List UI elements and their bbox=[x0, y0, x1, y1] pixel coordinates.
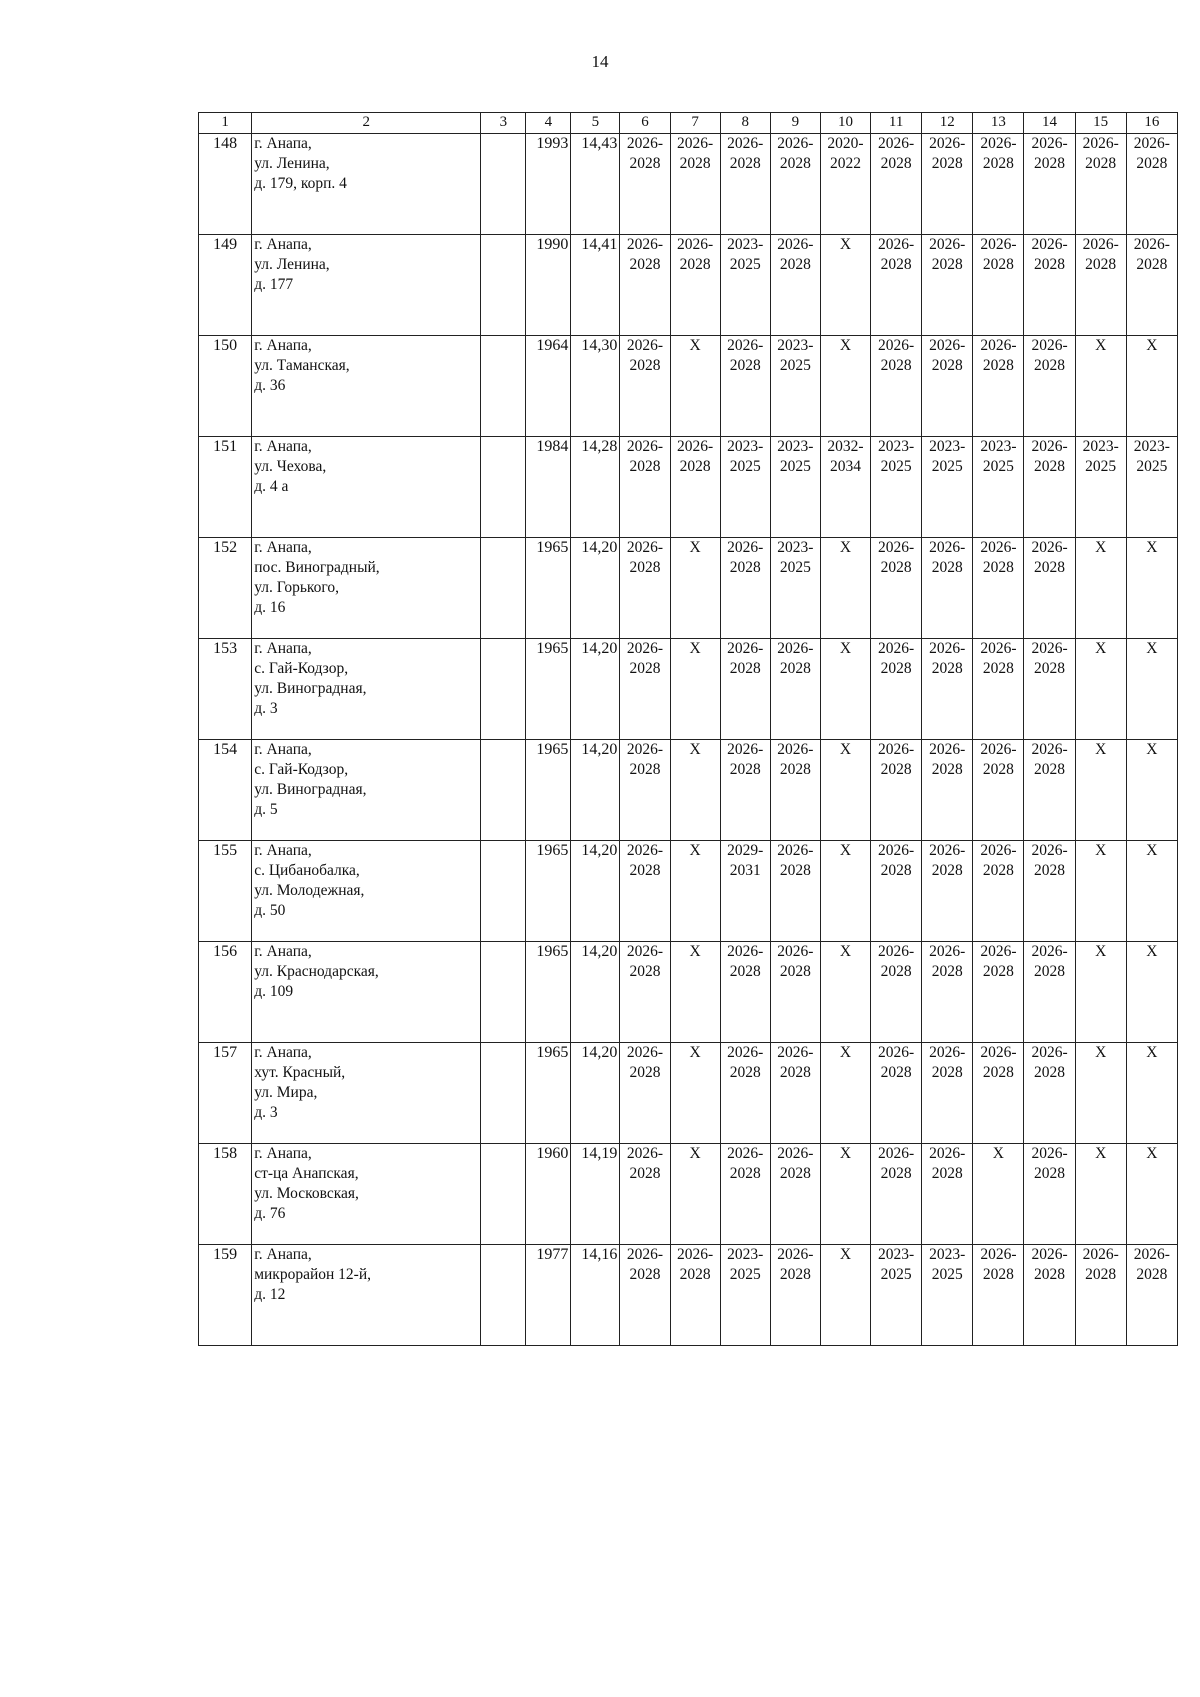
period-cell: Х bbox=[670, 336, 720, 437]
period-cell: 2026- 2028 bbox=[620, 639, 670, 740]
year-cell: 1965 bbox=[526, 841, 571, 942]
table-row bbox=[199, 1144, 1178, 1245]
period-cell: 2026- 2028 bbox=[1075, 1245, 1126, 1346]
column-header: 3 bbox=[481, 113, 526, 134]
period-cell: 2023- 2025 bbox=[871, 1245, 922, 1346]
header-row bbox=[199, 113, 1178, 134]
period-cell: Х bbox=[670, 942, 720, 1043]
period-cell: 2026- 2028 bbox=[770, 841, 820, 942]
period-cell: 2026- 2028 bbox=[670, 1245, 720, 1346]
period-cell: 2026- 2028 bbox=[1126, 1245, 1177, 1346]
period-cell: 2026- 2028 bbox=[1075, 235, 1126, 336]
column-3-cell bbox=[481, 1144, 526, 1245]
period-cell: 2026- 2028 bbox=[922, 841, 973, 942]
address-cell: г. Анапа, ул. Таманская, д. 36 bbox=[252, 336, 481, 437]
period-cell: Х bbox=[820, 1043, 870, 1144]
period-cell: 2026- 2028 bbox=[670, 235, 720, 336]
table-row bbox=[199, 740, 1178, 841]
period-cell: Х bbox=[820, 1245, 870, 1346]
period-cell: 2026- 2028 bbox=[1024, 1144, 1075, 1245]
column-header: 12 bbox=[922, 113, 973, 134]
period-cell: 2026- 2028 bbox=[1024, 235, 1075, 336]
row-number: 158 bbox=[199, 1144, 252, 1245]
row-number: 151 bbox=[199, 437, 252, 538]
address-cell: г. Анапа, ст-ца Анапская, ул. Московская, д. 76 bbox=[252, 1144, 481, 1245]
period-cell: 2026- 2028 bbox=[620, 437, 670, 538]
period-cell: 2026- 2028 bbox=[720, 538, 770, 639]
period-cell: 2026- 2028 bbox=[871, 336, 922, 437]
table-row bbox=[199, 235, 1178, 336]
period-cell: Х bbox=[820, 336, 870, 437]
column-header: 15 bbox=[1075, 113, 1126, 134]
period-cell: 2026- 2028 bbox=[1024, 437, 1075, 538]
column-3-cell bbox=[481, 134, 526, 235]
period-cell: 2026- 2028 bbox=[922, 336, 973, 437]
year-cell: 1965 bbox=[526, 538, 571, 639]
period-cell: 2026- 2028 bbox=[720, 942, 770, 1043]
row-number: 152 bbox=[199, 538, 252, 639]
period-cell: Х bbox=[820, 841, 870, 942]
period-cell: 2026- 2028 bbox=[770, 1144, 820, 1245]
period-cell: 2023- 2025 bbox=[1126, 437, 1177, 538]
period-cell: 2026- 2028 bbox=[973, 538, 1024, 639]
period-cell: Х bbox=[670, 1144, 720, 1245]
column-header: 10 bbox=[820, 113, 870, 134]
period-cell: 2026- 2028 bbox=[871, 1144, 922, 1245]
value-cell: 14,20 bbox=[571, 841, 620, 942]
period-cell: Х bbox=[1075, 639, 1126, 740]
address-cell: г. Анапа, хут. Красный, ул. Мира, д. 3 bbox=[252, 1043, 481, 1144]
row-number: 156 bbox=[199, 942, 252, 1043]
period-cell: Х bbox=[1126, 740, 1177, 841]
year-cell: 1990 bbox=[526, 235, 571, 336]
period-cell: 2026- 2028 bbox=[770, 639, 820, 740]
period-cell: Х bbox=[820, 235, 870, 336]
period-cell: 2026- 2028 bbox=[620, 841, 670, 942]
address-cell: г. Анапа, с. Гай-Кодзор, ул. Виноградная, д. 5 bbox=[252, 740, 481, 841]
period-cell: 2026- 2028 bbox=[973, 134, 1024, 235]
row-number: 150 bbox=[199, 336, 252, 437]
period-cell: 2026- 2028 bbox=[871, 942, 922, 1043]
period-cell: 2023- 2025 bbox=[720, 235, 770, 336]
table-row bbox=[199, 1245, 1178, 1346]
period-cell: 2023- 2025 bbox=[720, 437, 770, 538]
row-number: 159 bbox=[199, 1245, 252, 1346]
column-3-cell bbox=[481, 437, 526, 538]
year-cell: 1965 bbox=[526, 639, 571, 740]
period-cell: 2026- 2028 bbox=[922, 1043, 973, 1144]
period-cell: Х bbox=[1126, 1043, 1177, 1144]
period-cell: Х bbox=[1075, 942, 1126, 1043]
column-header: 1 bbox=[199, 113, 252, 134]
housing-schedule-table bbox=[198, 112, 1178, 1346]
address-cell: г. Анапа, ул. Ленина, д. 179, корп. 4 bbox=[252, 134, 481, 235]
period-cell: Х bbox=[1126, 841, 1177, 942]
column-3-cell bbox=[481, 235, 526, 336]
period-cell: Х bbox=[1075, 1043, 1126, 1144]
period-cell: 2026- 2028 bbox=[871, 841, 922, 942]
period-cell: 2026- 2028 bbox=[620, 1043, 670, 1144]
row-number: 149 bbox=[199, 235, 252, 336]
period-cell: 2026- 2028 bbox=[1024, 336, 1075, 437]
period-cell: 2026- 2028 bbox=[1024, 1043, 1075, 1144]
period-cell: Х bbox=[670, 538, 720, 639]
value-cell: 14,16 bbox=[571, 1245, 620, 1346]
address-cell: г. Анапа, пос. Виноградный, ул. Горького, д. 16 bbox=[252, 538, 481, 639]
page-number: 14 bbox=[591, 52, 609, 71]
period-cell: Х bbox=[820, 740, 870, 841]
period-cell: 2023- 2025 bbox=[973, 437, 1024, 538]
period-cell: 2026- 2028 bbox=[620, 740, 670, 841]
table-row bbox=[199, 639, 1178, 740]
table-row bbox=[199, 538, 1178, 639]
address-cell: г. Анапа, ул. Ленина, д. 177 bbox=[252, 235, 481, 336]
period-cell: 2026- 2028 bbox=[871, 1043, 922, 1144]
period-cell: 2026- 2028 bbox=[922, 942, 973, 1043]
period-cell: Х bbox=[670, 841, 720, 942]
period-cell: 2020- 2022 bbox=[820, 134, 870, 235]
period-cell: 2026- 2028 bbox=[720, 639, 770, 740]
column-header: 2 bbox=[252, 113, 481, 134]
period-cell: Х bbox=[1126, 1144, 1177, 1245]
address-cell: г. Анапа, ул. Чехова, д. 4 а bbox=[252, 437, 481, 538]
address-cell: г. Анапа, микрорайон 12-й, д. 12 bbox=[252, 1245, 481, 1346]
period-cell: 2026- 2028 bbox=[1024, 1245, 1075, 1346]
column-header: 7 bbox=[670, 113, 720, 134]
year-cell: 1984 bbox=[526, 437, 571, 538]
column-3-cell bbox=[481, 942, 526, 1043]
row-number: 154 bbox=[199, 740, 252, 841]
period-cell: Х bbox=[820, 639, 870, 740]
address-cell: г. Анапа, ул. Краснодарская, д. 109 bbox=[252, 942, 481, 1043]
period-cell: Х bbox=[820, 538, 870, 639]
period-cell: 2026- 2028 bbox=[620, 538, 670, 639]
period-cell: 2023- 2025 bbox=[770, 538, 820, 639]
period-cell: 2026- 2028 bbox=[770, 942, 820, 1043]
period-cell: 2032- 2034 bbox=[820, 437, 870, 538]
period-cell: 2026- 2028 bbox=[770, 1245, 820, 1346]
column-3-cell bbox=[481, 740, 526, 841]
period-cell: 2023- 2025 bbox=[720, 1245, 770, 1346]
period-cell: 2026- 2028 bbox=[922, 134, 973, 235]
period-cell: 2026- 2028 bbox=[1024, 134, 1075, 235]
period-cell: 2026- 2028 bbox=[973, 841, 1024, 942]
table-row bbox=[199, 437, 1178, 538]
period-cell: 2023- 2025 bbox=[770, 336, 820, 437]
period-cell: Х bbox=[1126, 538, 1177, 639]
column-header: 13 bbox=[973, 113, 1024, 134]
period-cell: 2026- 2028 bbox=[770, 235, 820, 336]
year-cell: 1965 bbox=[526, 942, 571, 1043]
year-cell: 1993 bbox=[526, 134, 571, 235]
period-cell: 2026- 2028 bbox=[922, 538, 973, 639]
period-cell: Х bbox=[1075, 1144, 1126, 1245]
period-cell: 2023- 2025 bbox=[770, 437, 820, 538]
address-cell: г. Анапа, с. Гай-Кодзор, ул. Виноградная, д. 3 bbox=[252, 639, 481, 740]
period-cell: 2026- 2028 bbox=[670, 437, 720, 538]
period-cell: 2026- 2028 bbox=[1024, 740, 1075, 841]
period-cell: 2026- 2028 bbox=[871, 134, 922, 235]
period-cell: 2026- 2028 bbox=[770, 134, 820, 235]
value-cell: 14,20 bbox=[571, 1043, 620, 1144]
period-cell: 2026- 2028 bbox=[871, 639, 922, 740]
period-cell: 2026- 2028 bbox=[720, 1043, 770, 1144]
period-cell: 2029- 2031 bbox=[720, 841, 770, 942]
period-cell: 2026- 2028 bbox=[620, 336, 670, 437]
period-cell: 2026- 2028 bbox=[620, 235, 670, 336]
period-cell: 2023- 2025 bbox=[871, 437, 922, 538]
period-cell: 2026- 2028 bbox=[973, 740, 1024, 841]
period-cell: 2026- 2028 bbox=[720, 1144, 770, 1245]
period-cell: 2026- 2028 bbox=[973, 336, 1024, 437]
period-cell: 2026- 2028 bbox=[720, 336, 770, 437]
row-number: 153 bbox=[199, 639, 252, 740]
period-cell: Х bbox=[1126, 942, 1177, 1043]
period-cell: 2026- 2028 bbox=[871, 235, 922, 336]
period-cell: 2026- 2028 bbox=[720, 134, 770, 235]
period-cell: Х bbox=[1126, 639, 1177, 740]
period-cell: Х bbox=[1126, 336, 1177, 437]
value-cell: 14,20 bbox=[571, 942, 620, 1043]
period-cell: 2026- 2028 bbox=[871, 538, 922, 639]
table-row bbox=[199, 942, 1178, 1043]
year-cell: 1965 bbox=[526, 1043, 571, 1144]
value-cell: 14,41 bbox=[571, 235, 620, 336]
period-cell: 2026- 2028 bbox=[922, 1144, 973, 1245]
period-cell: 2026- 2028 bbox=[922, 235, 973, 336]
period-cell: 2026- 2028 bbox=[973, 1245, 1024, 1346]
period-cell: 2026- 2028 bbox=[770, 740, 820, 841]
period-cell: Х bbox=[1075, 740, 1126, 841]
column-header: 8 bbox=[720, 113, 770, 134]
year-cell: 1964 bbox=[526, 336, 571, 437]
column-header: 9 bbox=[770, 113, 820, 134]
period-cell: Х bbox=[670, 1043, 720, 1144]
period-cell: 2026- 2028 bbox=[1126, 235, 1177, 336]
period-cell: 2026- 2028 bbox=[1024, 942, 1075, 1043]
row-number: 155 bbox=[199, 841, 252, 942]
column-3-cell bbox=[481, 538, 526, 639]
value-cell: 14,20 bbox=[571, 538, 620, 639]
period-cell: 2026- 2028 bbox=[620, 1245, 670, 1346]
period-cell: 2026- 2028 bbox=[620, 134, 670, 235]
value-cell: 14,20 bbox=[571, 639, 620, 740]
period-cell: Х bbox=[973, 1144, 1024, 1245]
period-cell: 2026- 2028 bbox=[922, 639, 973, 740]
table-row bbox=[199, 1043, 1178, 1144]
column-3-cell bbox=[481, 639, 526, 740]
period-cell: 2023- 2025 bbox=[922, 1245, 973, 1346]
year-cell: 1977 bbox=[526, 1245, 571, 1346]
period-cell: 2026- 2028 bbox=[871, 740, 922, 841]
column-header: 11 bbox=[871, 113, 922, 134]
period-cell: 2023- 2025 bbox=[922, 437, 973, 538]
column-header: 16 bbox=[1126, 113, 1177, 134]
period-cell: 2023- 2025 bbox=[1075, 437, 1126, 538]
row-number: 157 bbox=[199, 1043, 252, 1144]
column-header: 14 bbox=[1024, 113, 1075, 134]
period-cell: 2026- 2028 bbox=[670, 134, 720, 235]
column-header: 6 bbox=[620, 113, 670, 134]
period-cell: 2026- 2028 bbox=[620, 1144, 670, 1245]
period-cell: Х bbox=[1075, 841, 1126, 942]
table-row bbox=[199, 134, 1178, 235]
row-number: 148 bbox=[199, 134, 252, 235]
year-cell: 1965 bbox=[526, 740, 571, 841]
period-cell: 2026- 2028 bbox=[973, 942, 1024, 1043]
period-cell: Х bbox=[1075, 538, 1126, 639]
table-row bbox=[199, 841, 1178, 942]
address-cell: г. Анапа, с. Цибанобалка, ул. Молодежная, д. 50 bbox=[252, 841, 481, 942]
column-3-cell bbox=[481, 336, 526, 437]
period-cell: 2026- 2028 bbox=[922, 740, 973, 841]
column-header: 5 bbox=[571, 113, 620, 134]
value-cell: 14,28 bbox=[571, 437, 620, 538]
period-cell: 2026- 2028 bbox=[973, 1043, 1024, 1144]
period-cell: Х bbox=[1075, 336, 1126, 437]
column-3-cell bbox=[481, 841, 526, 942]
period-cell: Х bbox=[670, 639, 720, 740]
value-cell: 14,30 bbox=[571, 336, 620, 437]
period-cell: 2026- 2028 bbox=[1075, 134, 1126, 235]
period-cell: 2026- 2028 bbox=[720, 740, 770, 841]
table-row bbox=[199, 336, 1178, 437]
period-cell: 2026- 2028 bbox=[1024, 841, 1075, 942]
column-3-cell bbox=[481, 1245, 526, 1346]
value-cell: 14,43 bbox=[571, 134, 620, 235]
period-cell: 2026- 2028 bbox=[620, 942, 670, 1043]
period-cell: Х bbox=[820, 942, 870, 1043]
period-cell: Х bbox=[820, 1144, 870, 1245]
column-header: 4 bbox=[526, 113, 571, 134]
value-cell: 14,20 bbox=[571, 740, 620, 841]
year-cell: 1960 bbox=[526, 1144, 571, 1245]
value-cell: 14,19 bbox=[571, 1144, 620, 1245]
period-cell: 2026- 2028 bbox=[973, 639, 1024, 740]
period-cell: 2026- 2028 bbox=[1126, 134, 1177, 235]
period-cell: 2026- 2028 bbox=[1024, 639, 1075, 740]
column-3-cell bbox=[481, 1043, 526, 1144]
period-cell: Х bbox=[670, 740, 720, 841]
period-cell: 2026- 2028 bbox=[1024, 538, 1075, 639]
period-cell: 2026- 2028 bbox=[770, 1043, 820, 1144]
period-cell: 2026- 2028 bbox=[973, 235, 1024, 336]
